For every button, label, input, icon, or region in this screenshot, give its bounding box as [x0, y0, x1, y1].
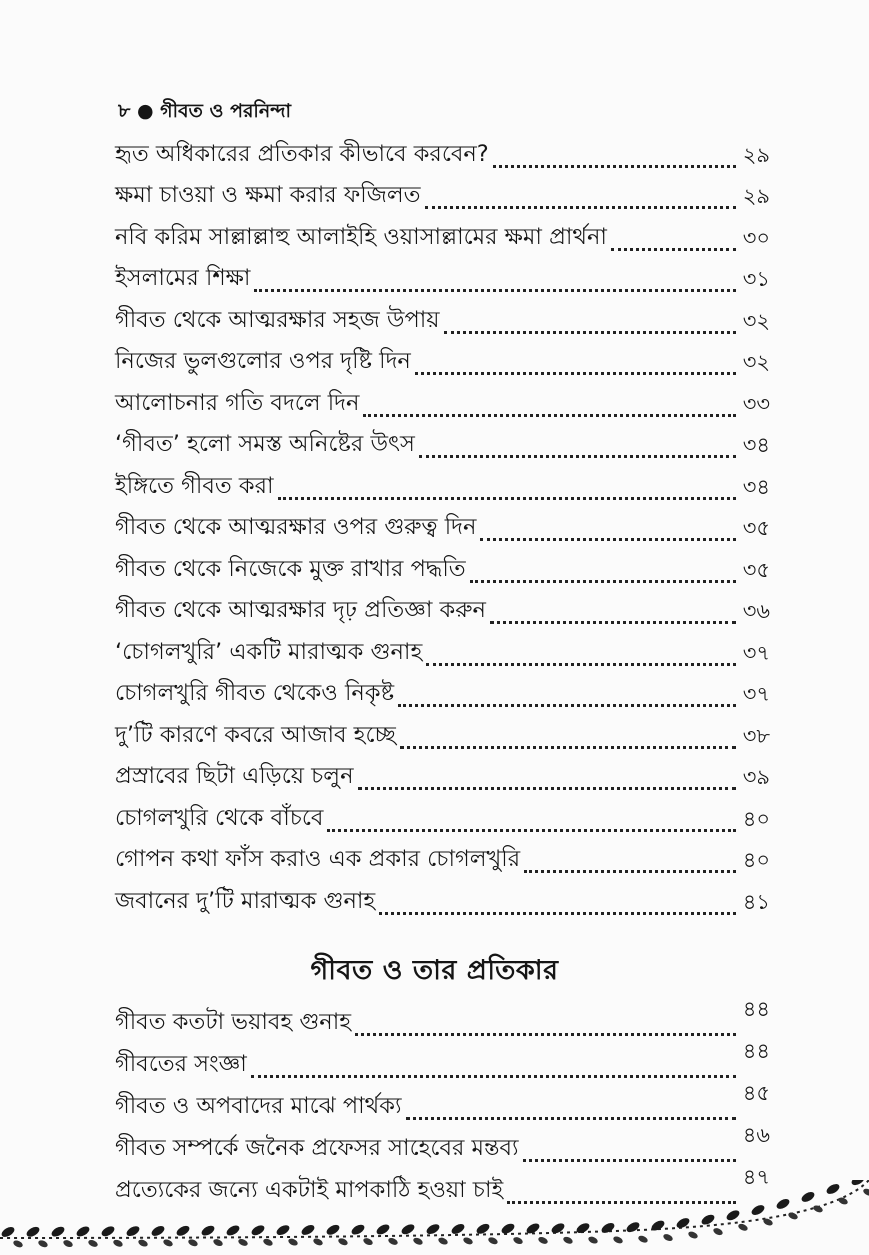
- toc-entry: [115, 879, 770, 921]
- toc-entry-title: ক্ষমা চাওয়া ও ক্ষমা করার ফজিলত: [115, 182, 421, 208]
- dot-leader: [398, 704, 736, 707]
- dot-leader: [523, 1159, 736, 1162]
- toc-entry: [115, 132, 770, 174]
- toc-entry: [115, 796, 770, 838]
- toc-entry-title: গোপন কথা ফাঁস করাও এক প্রকার চোগলখুরি: [115, 846, 521, 872]
- dot-leader: [480, 538, 736, 541]
- toc-entry-title: ইসলামের শিক্ষা: [115, 265, 251, 291]
- toc-entry-title: গীবত থেকে আত্মরক্ষার সহজ উপায়: [115, 306, 440, 333]
- toc-entry-page-number: ২৯: [742, 142, 770, 167]
- toc-entry: [115, 298, 770, 340]
- toc-entry-title: গীবত থেকে আত্মরক্ষার দৃঢ় প্রতিজ্ঞা করুন: [115, 597, 486, 623]
- toc-entry-title: চোগলখুরি গীবত থেকেও নিকৃষ্ট: [115, 680, 395, 706]
- dot-leader: [363, 414, 736, 417]
- toc-entry-title: ইঙ্গিতে গীবত করা: [115, 472, 274, 499]
- dot-leader: [425, 206, 737, 209]
- dot-leader: [444, 331, 736, 334]
- toc-entry-page-number: ৩২: [742, 350, 770, 374]
- toc-entry: [115, 381, 770, 423]
- toc-entry-page-number: ৩৪: [742, 474, 770, 499]
- toc-entry: [115, 1123, 770, 1168]
- dot-leader: [278, 497, 736, 500]
- page-header: ৮ ● গীবত ও পরনিন্দা: [118, 100, 291, 122]
- toc-entry-page-number: ৪৪: [742, 1039, 770, 1063]
- dot-leader: [524, 870, 736, 873]
- dot-leader: [251, 1075, 736, 1078]
- toc-entry: [115, 340, 770, 382]
- dot-leader: [611, 248, 736, 251]
- toc-entry: [115, 1039, 770, 1084]
- toc-entry-page-number: ৩৭: [742, 640, 770, 665]
- dot-leader: [355, 1033, 736, 1036]
- dot-leader: [426, 663, 736, 666]
- toc-entry: [115, 257, 770, 299]
- toc-entry-page-number: ৩১: [742, 267, 770, 291]
- toc-entry-page-number: ৪১: [742, 889, 770, 914]
- dot-leader: [400, 746, 736, 749]
- toc-list-part1: [115, 132, 770, 921]
- toc-entry-page-number: ৪৫: [742, 1081, 770, 1105]
- toc-entry: [115, 464, 770, 506]
- toc-entry-page-number: ৩২: [742, 308, 770, 333]
- toc-entry: [115, 589, 770, 631]
- toc-entry: [115, 997, 770, 1042]
- toc-entry-title: ‘চোগলখুরি’ একটি মারাত্মক গুনাহ: [115, 638, 423, 665]
- toc-entry-page-number: ৩০: [742, 225, 770, 250]
- toc-entry: [115, 672, 770, 714]
- toc-entry-title: গীবত থেকে আত্মরক্ষার ওপর গুরুত্ব দিন: [115, 514, 477, 540]
- toc-list-part2: [115, 997, 770, 1210]
- toc-entry: [115, 506, 770, 548]
- toc-entry-title: হৃত অধিকারের প্রতিকার কীভাবে করবেন?: [115, 140, 489, 167]
- toc-entry-page-number: ২৯: [742, 184, 770, 208]
- toc-entry: [115, 423, 770, 465]
- toc-entry: [115, 838, 770, 880]
- toc-entry-title: গীবত ও অপবাদের মাঝে পার্থক্য: [115, 1093, 402, 1119]
- toc-entry-title: জবানের দু’টি মারাত্মক গুনাহ: [115, 887, 376, 914]
- toc-entry: [115, 755, 770, 797]
- toc-entry-title: গীবত থেকে নিজেকে মুক্ত রাখার পদ্ধতি: [115, 555, 466, 582]
- toc-entry-page-number: ৩৪: [742, 433, 770, 457]
- toc-entry-page-number: ৪৬: [742, 1123, 770, 1147]
- toc-entry-page-number: ৩৬: [742, 599, 770, 623]
- dot-leader: [254, 289, 736, 292]
- toc-entry-title: নবি করিম সাল্লাল্লাহু আলাইহি ওয়াসাল্লামের ক্ষমা প্রার্থনা: [115, 223, 607, 250]
- section-title: গীবত ও তার প্রতিকার: [310, 955, 559, 986]
- toc-entry-title: নিজের ভুলগুলোর ওপর দৃষ্টি দিন: [115, 348, 411, 374]
- dot-leader: [358, 787, 737, 790]
- toc-entry-title: গীবতের সংজ্ঞা: [115, 1051, 247, 1077]
- toc-entry-page-number: ৪০: [742, 806, 770, 831]
- toc-entry-page-number: ৪৭: [742, 1165, 770, 1189]
- toc-entry: [115, 1081, 770, 1126]
- dot-leader: [493, 165, 736, 168]
- toc-entry-title: গীবত সম্পর্কে জনৈক প্রফেসর সাহেবের মন্তব্য: [115, 1135, 519, 1161]
- toc-entry: [115, 630, 770, 672]
- toc-entry-title: প্রত্যেকের জন্যে একটাই মাপকাঠি হওয়া চাই: [115, 1177, 504, 1203]
- toc-entry-page-number: ৩৯: [742, 765, 770, 789]
- toc-entry-title: দু’টি কারণে কবরে আজাব হচ্ছে: [115, 721, 396, 748]
- decorative-floral-border: [0, 1180, 869, 1255]
- toc-entry-page-number: ৩৮: [742, 723, 770, 748]
- toc-entry: [115, 713, 770, 755]
- toc-entry-title: ‘গীবত’ হলো সমস্ত অনিষ্টের উৎস: [115, 431, 415, 457]
- dot-leader: [419, 455, 736, 458]
- dot-leader: [470, 580, 736, 583]
- toc-entry: [115, 215, 770, 257]
- toc-entry: [115, 174, 770, 216]
- dot-leader: [415, 372, 736, 375]
- toc-entry-page-number: ৪৪: [742, 997, 770, 1021]
- toc-entry-title: প্রস্রাবের ছিটা এড়িয়ে চলুন: [115, 763, 354, 789]
- toc-entry-title: গীবত কতটা ভয়াবহ গুনাহ: [115, 1009, 352, 1035]
- dot-leader: [490, 621, 736, 624]
- toc-entry-page-number: ৩৭: [742, 682, 770, 706]
- dot-leader: [406, 1117, 736, 1120]
- toc-entry-page-number: ৩৫: [742, 557, 770, 582]
- toc-entry-page-number: ৩৩: [742, 391, 770, 416]
- toc-entry-title: চোগলখুরি থেকে বাঁচবে: [115, 804, 324, 831]
- dot-leader: [379, 912, 736, 915]
- toc-entry-page-number: ৩৫: [742, 516, 770, 540]
- toc-entry-title: আলোচনার গতি বদলে দিন: [115, 389, 360, 416]
- toc-entry: [115, 547, 770, 589]
- toc-entry-page-number: ৪০: [742, 848, 770, 872]
- dot-leader: [327, 829, 736, 832]
